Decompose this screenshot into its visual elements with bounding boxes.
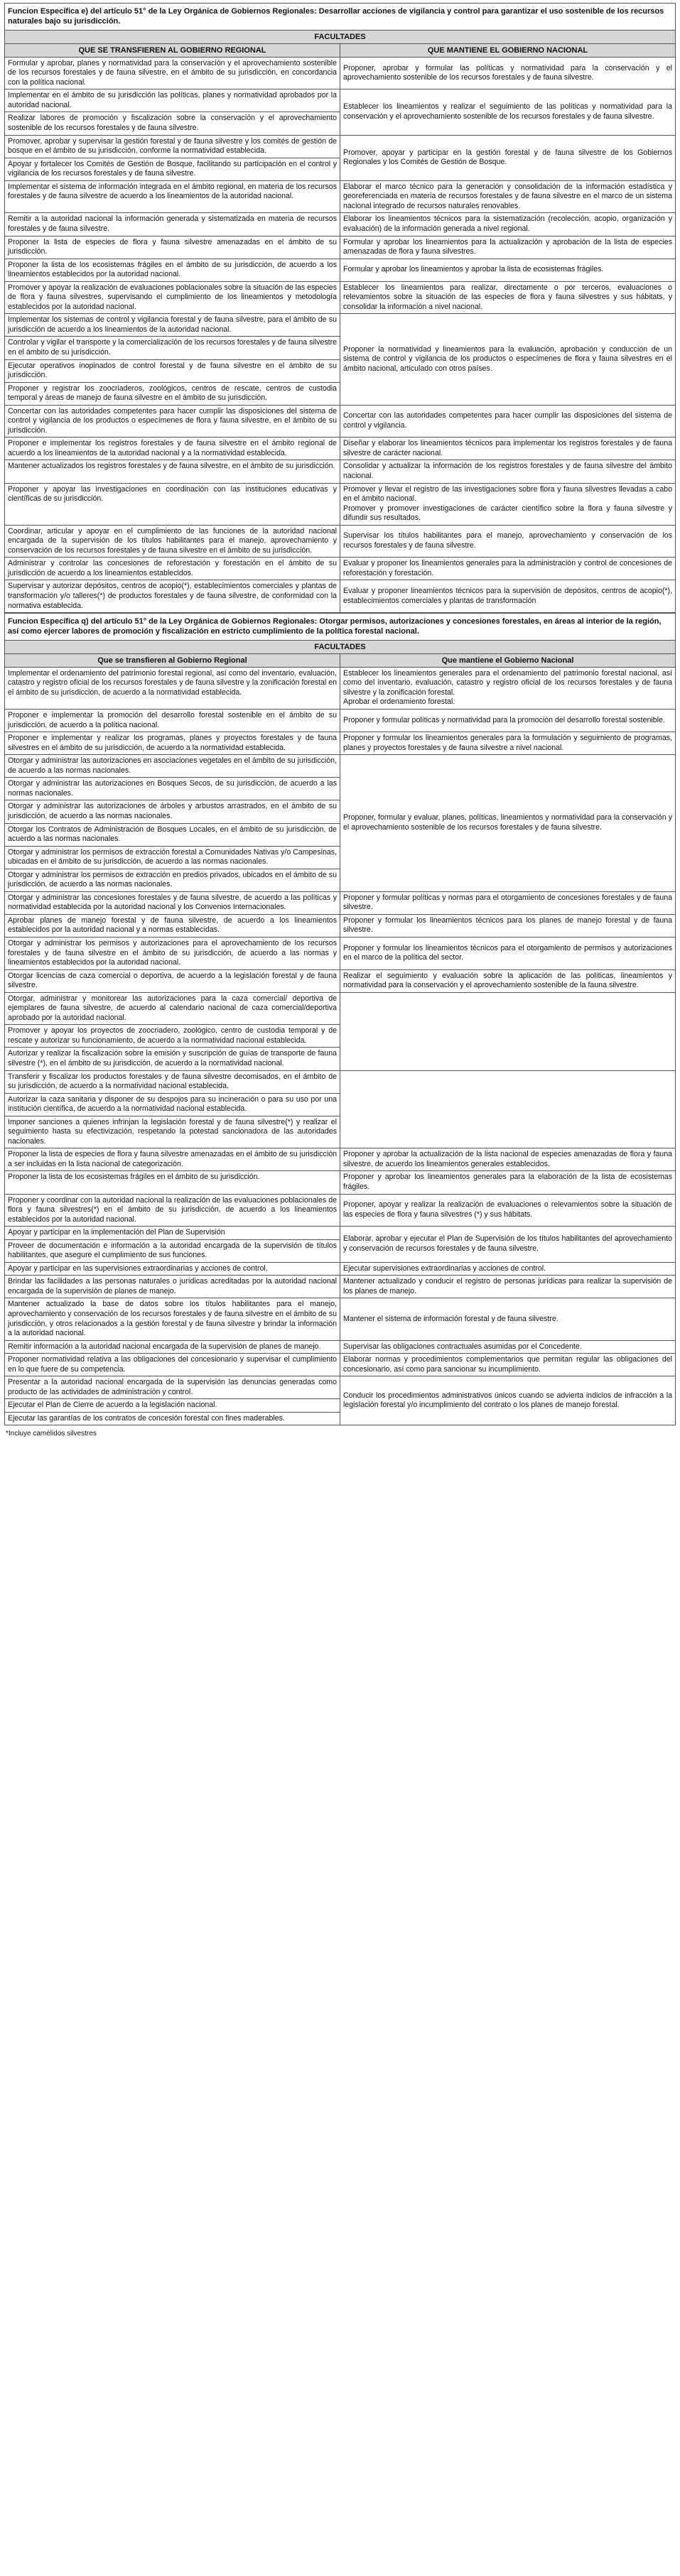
right-cell: Proponer la normatividad y lineamientos para la evaluación, aprobación y conducción de un sistema de control y vigilancia de los productos o especímenes de flora y fauna silvestres en el ámbito nacional, articulado con otros países. xyxy=(340,314,676,405)
table-row xyxy=(5,89,676,112)
document-page xyxy=(4,0,676,1440)
table-row xyxy=(5,259,676,281)
left-cell: Mantener actualizados los registros forestales y de fauna silvestre, en el ámbito de su jurisdicción. xyxy=(5,460,340,483)
table-row xyxy=(5,1340,676,1354)
left-cell: Aprobar planes de manejo forestal y de fauna silvestre, de acuerdo a los lineamientos establecidos por la autoridad nacional y a normas establecidas. xyxy=(5,914,340,937)
right-cell: Promover y llevar el registro de las investigaciones sobre flora y fauna silvestres llevadas a cabo en el ámbito nacional. Promover y promover investigaciones de carácter científico sobre la flora y fauna silvestre y difundir sus resultados. xyxy=(340,483,676,525)
section1-table xyxy=(4,3,676,613)
right-cell: Proponer, apoyar y realizar la realización de evaluaciones o relevamientos sobre la situación de las especies de flora y fauna silvestres (*) y sus hábitats. xyxy=(340,1194,676,1227)
table-row xyxy=(5,1194,676,1227)
table-row xyxy=(5,525,676,558)
left-cell: Proponer e implementar los registros forestales y de fauna silvestre en el ámbito regional de acuerdo a los lineamientos de la autoridad nacional y a la normatividad establecida. xyxy=(5,438,340,460)
right-cell: Elaborar, aprobar y ejecutar el Plan de Supervisión de los títulos habilitantes del aprovechamiento y conservación de recursos forestales y de fauna silvestre. xyxy=(340,1227,676,1263)
right-cell: Elaborar los lineamientos técnicos para la sistematización (recolección, acopio, organización y evaluación) de la información generada a nivel regional. xyxy=(340,213,676,236)
table-row xyxy=(5,1262,676,1276)
left-cell: Autorizar la caza sanitaria y disponer de su despojos para su incineración o para su uso por una institución científica, de acuerdo a la normatividad nacional establecida. xyxy=(5,1093,340,1116)
left-cell: Otorgar y administrar las concesiones forestales y de fauna silvestre, de acuerdo a las políticas y normatividad establecida por la autoridad nacional y los Convenios Internacionales. xyxy=(5,891,340,914)
left-cell: Otorgar y administrar los permisos y autorizaciones para el aprovechamiento de los recursos forestales y de fauna silvestre en el ámbito de su jurisdicción, de acuerdo a las normas y lineamientos establecidos por la autoridad nacional. xyxy=(5,937,340,969)
left-cell: Autorizar y realizar la fiscalización sobre la emisión y suscripción de guías de transporte de fauna silvestre (*), en el ámbito de su jurisdicción, de acuerdo a la normatividad nacional. xyxy=(5,1048,340,1070)
table-row xyxy=(5,558,676,580)
left-cell: Ejecutar las garantías de los contratos de concesión forestal con fines maderables. xyxy=(5,1412,340,1425)
table-row xyxy=(5,180,676,213)
table-row xyxy=(5,57,676,89)
right-cell: Conducir los procedimientos administrativos únicos cuando se advierta indicios de infracción a la legislación forestal y/o incumplimiento del contrato o los planes de manejo forestal. xyxy=(340,1376,676,1425)
section2-col-right-header: Que mantiene el Gobierno Nacional xyxy=(340,653,676,667)
left-cell: Apoyar y participar en las supervisiones extraordinarias y acciones de control. xyxy=(5,1262,340,1276)
left-cell: Implementar el ordenamiento del patrimonio forestal regional, así como del inventario, evaluación, catastro y registro oficial de los recursos forestales y de fauna silvestre y la zonificación forestal en el ámbito de su jurisdicción, de acuerdo a la normatividad establecida. xyxy=(5,667,340,709)
right-cell: Proponer y formular los lineamientos generales para la formulación y seguimiento de programas, planes y proyectos forestales y de fauna silvestre a nivel nacional. xyxy=(340,732,676,755)
right-cell: Proponer y aprobar la actualización de la lista nacional de especies amenazadas de flora y fauna silvestre, de acuerdo los lineamientos generales establecidos. xyxy=(340,1148,676,1171)
left-cell: Proponer e implementar y realizar los programas, planes y proyectos forestales y de fauna silvestres en el ámbito de su jurisdicción, de acuerdo a la normatividad establecida. xyxy=(5,732,340,755)
left-cell: Promover y apoyar los proyectos de zoocriadero, zoológico, centro de custodia temporal y de rescate y autorizar su funcionamiento, de acuerdo a la normatividad nacional establecida. xyxy=(5,1025,340,1048)
section2-table xyxy=(4,613,676,1425)
left-cell: Imponer sanciones a quienes infrinjan la legislación forestal y de fauna silvestre(*) y realizar el seguimiento hasta su efectivización, respetando la potestad sancionadora de las autoridades nacionales. xyxy=(5,1116,340,1148)
left-cell: Implementar los sistemas de control y vigilancia forestal y de fauna silvestre, para el ámbito de su jurisdicción de acuerdo a los lineamientos de la autoridad nacional. xyxy=(5,314,340,337)
right-cell: Concertar con las autoridades competentes para hacer cumplir las disposiciones del sistema de control y vigilancia. xyxy=(340,405,676,438)
left-cell: Presentar a la autoridad nacional encargada de la supervisión las denuncias generadas como producto de las actividades de administración y control. xyxy=(5,1376,340,1399)
left-cell: Brindar las facilidades a las personas naturales o jurídicas acreditadas por la autoridad nacional encargada de la supervisión de planes de manejo. xyxy=(5,1276,340,1298)
left-cell: Proponer la lista de especies de flora y fauna silvestre amenazadas en el ámbito de su jurisdicción a ser incluidas en la lista nacional de categorización. xyxy=(5,1148,340,1171)
right-cell: Proponer, aprobar y formular las políticas y normatividad para la conservación y el aprovechamiento sostenible de los recursos forestales y de fauna silvestre. xyxy=(340,57,676,89)
left-cell: Mantener actualizado la base de datos sobre los títulos habilitantes para el manejo, aprovechamiento y conservación de los recursos forestales y de fauna silvestre en el ámbito de su jurisdicción, y otros relacionados a la gestión forestal y de fauna silvestre y brindar la información a la autoridad nacional. xyxy=(5,1298,340,1340)
left-cell: Controlar y vigilar el transporte y la comercialización de los recursos forestales y de fauna silvestre en el ámbito de su jurisdicción. xyxy=(5,337,340,359)
table-row xyxy=(5,438,676,460)
table-row xyxy=(5,1276,676,1298)
table-row xyxy=(5,1376,676,1399)
footnote: *Incluye camélidos silvestres xyxy=(6,1430,97,1438)
left-cell: Otorgar los Contratos de Administración de Bosques Locales, en el ámbito de su jurisdicción, de acuerdo a las normas nacionales. xyxy=(5,823,340,846)
right-cell: Formular y aprobar los lineamientos para la actualización y aprobación de la lista de especies amenazadas de flora y fauna silvestres. xyxy=(340,236,676,259)
right-cell: Mantener actualizado y conducir el registro de personas jurídicas para realizar la supervisión de los planes de manejo. xyxy=(340,1276,676,1298)
left-cell: Proponer y coordinar con la autoridad nacional la realización de las evaluaciones poblacionales de flora y fauna silvestres(*) en el ámbito de su jurisdicción, de acuerdo a los lineamientos establecidos por la autoridad nacional. xyxy=(5,1194,340,1227)
section1-col-left-header: QUE SE TRANSFIEREN AL GOBIERNO REGIONAL xyxy=(5,43,340,57)
right-cell: Elaborar el marco técnico para la generación y consolidación de la información estadística y georeferenciada en materia de recursos forestales y de fauna silvestre en el marco de un sistema nacional integrado de recursos naturales renovables. xyxy=(340,180,676,213)
right-cell xyxy=(340,992,676,1070)
left-cell: Otorgar licencias de caza comercial o deportiva, de acuerdo a la legislación forestal y de fauna silvestre. xyxy=(5,969,340,992)
section1-body xyxy=(5,57,676,612)
left-cell: Proponer y apoyar las investigaciones en coordinación con las instituciones educativas y científicas de su jurisdicción. xyxy=(5,483,340,525)
left-cell: Remitir información a la autoridad nacional encargada de la supervisión de planes de manejo. xyxy=(5,1340,340,1354)
left-cell: Proponer normatividad relativa a las obligaciones del concesionario y supervisar el cumplimiento en lo que fuere de su competencia. xyxy=(5,1354,340,1376)
right-cell: Ejecutar supervisiones extraordinarias y acciones de control. xyxy=(340,1262,676,1276)
right-cell: Supervisar los títulos habilitantes para el manejo, aprovechamiento y conservación de los recursos forestales y de fauna silvestre. xyxy=(340,525,676,558)
table-row xyxy=(5,1298,676,1340)
right-cell: Realizar el seguimiento y evaluación sobre la aplicación de las políticas, lineamientos y normatividad para la conservación y el aprovechamiento sostenible de la fauna silvestre. xyxy=(340,969,676,992)
left-cell: Proponer la lista de los ecosistemas frágiles en el ámbito de su jurisdicción. xyxy=(5,1171,340,1194)
right-cell: Evaluar y proponer lineamientos técnicos para la supervisión de depósitos, centros de acopio(*), establecimientos comerciales y plantas de transformación xyxy=(340,580,676,613)
right-cell: Proponer, formular y evaluar, planes, políticas, lineamientos y normatividad para la conservación y el aprovechamiento sostenible de los recursos forestales y de fauna silvestre. xyxy=(340,755,676,892)
left-cell: Proveer de documentación e información a la autoridad encargada de la supervisión de títulos habilitantes, que asegure el cumplimiento de sus funciones. xyxy=(5,1239,340,1262)
section1-title: Funcion Específica e) del artículo 51° de la Ley Orgánica de Gobiernos Regionales: Desarrollar acciones de vigilancia y control para garantizar el uso sostenible de los recursos naturales bajo su jurisdicción. xyxy=(5,4,676,31)
left-cell: Proponer y registrar los zoocriaderos, zoológicos, centros de rescate, centros de custodia temporal y áreas de manejo de fauna silvestre en el ámbito de su jurisdicción. xyxy=(5,382,340,405)
section2-title: Funcion Específica q) del artículo 51° de la Ley Orgánica de Gobiernos Regionales: Otorgar permisos, autorizaciones y concesiones forestales, en áreas al interior de la región, así como ejercer labores de promoción y fiscalización en estricto cumplimiento de la política forestal nacional. xyxy=(5,614,676,641)
left-cell: Otorgar y administrar las autorizaciones de árboles y arbustos arrastrados, en el ámbito de su jurisdicción, de acuerdo a las normas nacionales. xyxy=(5,800,340,823)
right-cell: Consolidar y actualizar la información de los registros forestales y de fauna silvestre del ámbito nacional. xyxy=(340,460,676,483)
left-cell: Otorgar y administrar los permisos de extracción en predios privados, ubicados en el ámbito de su jurisdicción, de acuerdo a las normas nacionales. xyxy=(5,869,340,891)
right-cell: Establecer los lineamientos para realizar, directamente o por terceros, evaluaciones o relevamientos sobre la situación de las especies de flora y fauna silvestres y sus hábitats, y consolidar la información a nivel nacional. xyxy=(340,281,676,314)
right-cell: Proponer y formular los lineamientos técnicos para los planes de manejo forestal y de fauna silvestre. xyxy=(340,914,676,937)
left-cell: Otorgar y administrar las autorizaciones en asociaciones vegetales en el ámbito de su jurisdicción, de acuerdo a las normas nacionales. xyxy=(5,755,340,778)
table-row xyxy=(5,281,676,314)
right-cell: Proponer y formular políticas y normatividad para la promoción del desarrollo forestal sostenible. xyxy=(340,710,676,732)
table-row xyxy=(5,405,676,438)
section1-col-right-header: QUE MANTIENE EL GOBIERNO NACIONAL xyxy=(340,43,676,57)
left-cell: Formular y aprobar, planes y normatividad para la conservación y el aprovechamiento sostenible de los recursos forestales y de fauna silvestre, en el ámbito de su jurisdicción, en concordancia con la política nacional. xyxy=(5,57,340,89)
left-cell: Implementar en el ámbito de su jurisdicción las políticas, planes y normatividad aprobados por la autoridad nacional. xyxy=(5,89,340,112)
right-cell: Supervisar las obligaciones contractuales asumidas por el Concedente. xyxy=(340,1340,676,1354)
right-cell: Diseñar y elaborar los lineamientos técnicos para implementar los registros forestales y de fauna silvestre de carácter nacional. xyxy=(340,438,676,460)
section2-body xyxy=(5,667,676,1425)
left-cell: Coordinar, articular y apoyar en el cumplimiento de las funciones de la autoridad nacional encargada de la supervisión de los títulos habilitantes para el manejo, aprovechamiento y conservación de los recursos forestales y de fauna silvestre en el ámbito de su jurisdicción. xyxy=(5,525,340,558)
table-row xyxy=(5,460,676,483)
left-cell: Promover, aprobar y supervisar la gestión forestal y de fauna silvestre y los comités de gestión de bosque en el ámbito de su jurisdicción, conforme la normatividad establecida. xyxy=(5,135,340,158)
table-row xyxy=(5,937,676,969)
left-cell: Implementar el sistema de información integrada en el ámbito regional, en materia de los recursos forestales y de fauna silvestre de acuerdo a los lineamientos de la autoridad nacional. xyxy=(5,180,340,213)
left-cell: Otorgar, administrar y monitorear las autorizaciones para la caza comercial/ deportiva de ejemplares de fauna silvestre, de acuerdo al calendario nacional de caza comercial/deportiva aprobado por la autoridad nacional. xyxy=(5,992,340,1025)
left-cell: Administrar y controlar las concesiones de reforestación y forestación en el ámbito de su jurisdicción de acuerdo a los lineamientos establecidos. xyxy=(5,558,340,580)
table-row xyxy=(5,483,676,525)
table-row xyxy=(5,969,676,992)
section1-facultades: FACULTADES xyxy=(5,30,676,43)
table-row xyxy=(5,1070,676,1093)
right-cell xyxy=(340,1070,676,1148)
left-cell: Otorgar y administrar las autorizaciones en Bosques Secos, de su jurisdicción, de acuerdo a las normas nacionales. xyxy=(5,778,340,800)
left-cell: Apoyar y fortalecer los Comités de Gestión de Bosque, facilitando su participación en el control y vigilancia de los recursos forestales y de fauna silvestre. xyxy=(5,158,340,180)
table-row xyxy=(5,1148,676,1171)
right-cell: Proponer y formular políticas y normas para el otorgamiento de concesiones forestales y de fauna silvestre. xyxy=(340,891,676,914)
table-row xyxy=(5,914,676,937)
section2-col-left-header: Que se transfieren al Gobierno Regional xyxy=(5,653,340,667)
right-cell: Formular y aprobar los lineamientos y aprobar la lista de ecosistemas frágiles. xyxy=(340,259,676,281)
table-row xyxy=(5,710,676,732)
right-cell: Evaluar y proponer los lineamientos generales para la administración y control de concesiones de reforestación y forestación. xyxy=(340,558,676,580)
table-row xyxy=(5,213,676,236)
table-row xyxy=(5,755,676,778)
left-cell: Supervisar y autorizar depósitos, centros de acopio(*), establecimientos comerciales y plantas de transformación y/o talleres(*) de productos forestales y de fauna silvestre, de conformidad con la normativa establecida. xyxy=(5,580,340,613)
right-cell: Elaborar normas y procedimientos complementarios que permitan regular las obligaciones del concesionario, así como para sancionar su incumplimiento. xyxy=(340,1354,676,1376)
table-row xyxy=(5,667,676,709)
left-cell: Realizar labores de promoción y fiscalización sobre la conservación y el aprovechamiento sostenible de los recursos forestales y de fauna silvestre. xyxy=(5,112,340,135)
table-row xyxy=(5,1171,676,1194)
left-cell: Transferir y fiscalizar los productos forestales y de fauna silvestre decomisados, en el ámbito de su jurisdicción, de acuerdo a la normatividad nacional establecida. xyxy=(5,1070,340,1093)
table-row xyxy=(5,135,676,158)
right-cell: Establecer los lineamientos y realizar el seguimiento de las políticas y normatividad para la conservación y el aprovechamiento sostenible de los recursos forestales y de fauna silvestre. xyxy=(340,89,676,135)
section2-facultades: FACULTADES xyxy=(5,640,676,653)
table-row xyxy=(5,732,676,755)
right-cell: Proponer y formular los lineamientos técnicos para el otorgamiento de permisos y autorizaciones en el marco de la política del sector. xyxy=(340,937,676,969)
right-cell: Proponer y aprobar los lineamientos generales para la elaboración de la lista de ecosistemas frágiles. xyxy=(340,1171,676,1194)
left-cell: Proponer la lista de especies de flora y fauna silvestre amenazadas en el ámbito de su jurisdicción. xyxy=(5,236,340,259)
table-row xyxy=(5,1354,676,1376)
left-cell: Proponer la lista de los ecosistemas frágiles en el ámbito de su jurisdicción, de acuerdo a los lineamientos establecidos por la autoridad nacional. xyxy=(5,259,340,281)
left-cell: Concertar con las autoridades competentes para hacer cumplir las disposiciones del sistema de control y vigilancia de los productos o especímenes de flora y fauna silvestre, en el ámbito de su jurisdicción. xyxy=(5,405,340,438)
left-cell: Ejecutar el Plan de Cierre de acuerdo a la legislación nacional. xyxy=(5,1399,340,1413)
left-cell: Otorgar y administrar los permisos de extracción forestal a Comunidades Nativas y/o Campesinas, ubicadas en el ámbito de su jurisdicción, de acuerdo a las normas nacionales. xyxy=(5,846,340,869)
table-row xyxy=(5,314,676,337)
left-cell: Remitir a la autoridad nacional la información generada y sistematizada en materia de recursos forestales y de fauna silvestre. xyxy=(5,213,340,236)
table-row xyxy=(5,1227,676,1240)
left-cell: Apoyar y participar en la implementación del Plan de Supervisión xyxy=(5,1227,340,1240)
right-cell: Establecer los lineamientos generales para el ordenamiento del patrimonio forestal nacional, así como del inventario, evaluación, catastro y registro oficial de los recursos forestales y de fauna silvestre y la zonificación forestal. Aprobar el ordenamiento forestal. xyxy=(340,667,676,709)
left-cell: Proponer e implementar la promoción del desarrollo forestal sostenible en el ámbito de su jurisdicción, de acuerdo a la política nacional. xyxy=(5,710,340,732)
table-row xyxy=(5,891,676,914)
left-cell: Promover y apoyar la realización de evaluaciones poblacionales sobre la situación de las especies de flora y fauna silvestres, supervisando el cumplimiento de los lineamientos y metodología establecidos por la autoridad nacional. xyxy=(5,281,340,314)
table-row xyxy=(5,992,676,1025)
right-cell: Promover, apoyar y participar en la gestión forestal y de fauna silvestre de los Gobiernos Regionales y los Comités de Gestión de Bosque. xyxy=(340,135,676,180)
table-row xyxy=(5,236,676,259)
right-cell: Mantener el sistema de información forestal y de fauna silvestre. xyxy=(340,1298,676,1340)
left-cell: Ejecutar operativos inopinados de control forestal y de fauna silvestre en el ámbito de su jurisdicción. xyxy=(5,359,340,382)
table-row xyxy=(5,580,676,613)
